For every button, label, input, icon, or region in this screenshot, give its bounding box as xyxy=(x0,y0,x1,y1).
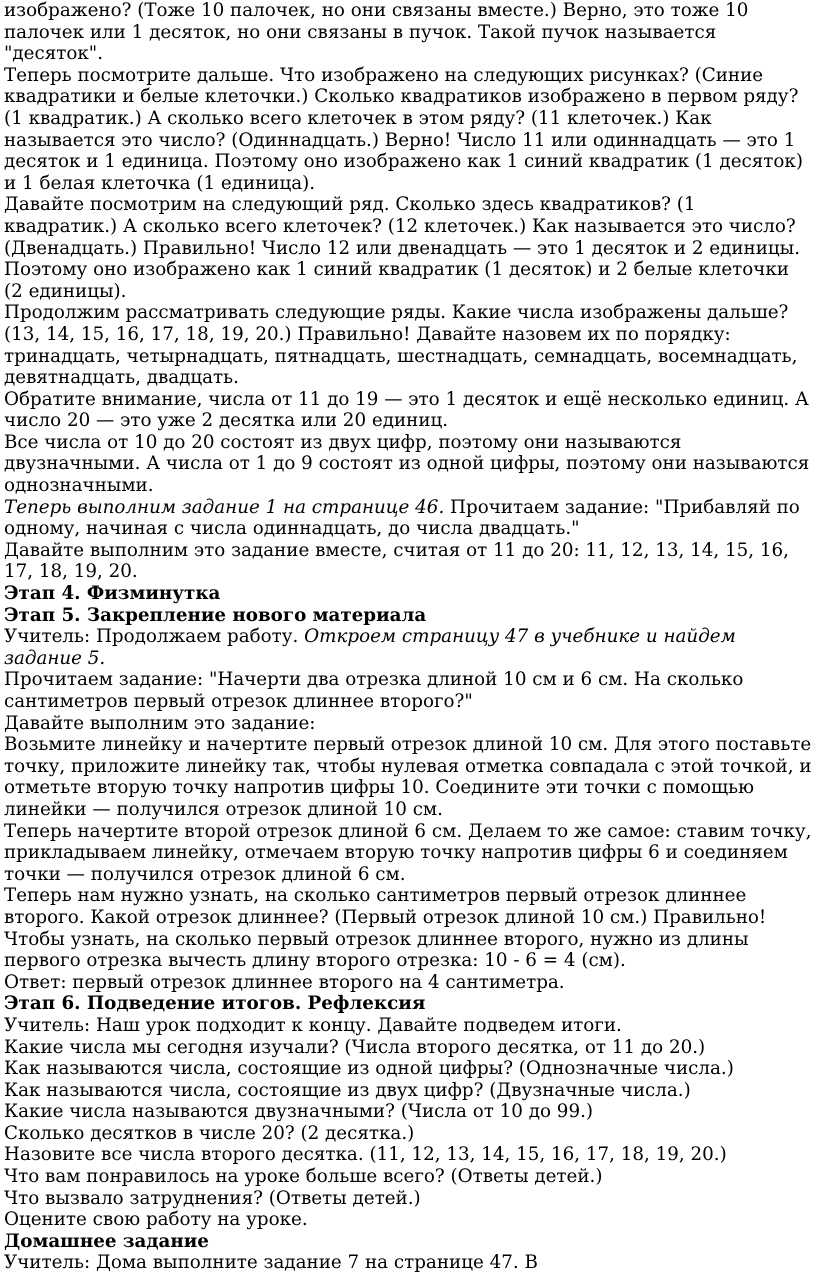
paragraph-p30 xyxy=(4,1252,812,1274)
paragraph-text: Какие числа мы сегодня изучали? (Числа второго десятка, от 11 до 20.) xyxy=(4,1036,706,1058)
paragraph-p27 xyxy=(4,1188,812,1210)
paragraph-p19 xyxy=(4,1015,812,1037)
paragraph-p3 xyxy=(4,194,812,302)
paragraph-p24 xyxy=(4,1123,812,1145)
paragraph-text: Давайте выполним это задание вместе, считая от 11 до 20: 11, 12, 13, 14, 15, 16, 17, 18, 19, 20. xyxy=(4,539,789,583)
paragraph-p20 xyxy=(4,1037,812,1059)
paragraph-text: Продолжим рассматривать следующие ряды. Какие числа изображены дальше? (13, 14, 15, 16, 17, 18, 19, 20.) Правильно! Давайте назовем их по порядку: тринадцать, четырнадцать, пятнадцать, шестнадцать, семнадцать, восемнадцать, девятнадцать, двадцать. xyxy=(4,302,798,389)
paragraph-p23 xyxy=(4,1101,812,1123)
paragraph-text: Как называются числа, состоящие из двух цифр? (Двузначные числа.) xyxy=(4,1079,691,1101)
paragraph-p14 xyxy=(4,734,812,820)
paragraph-p8 xyxy=(4,540,812,583)
paragraph-text: изображено? (Тоже 10 палочек, но они связаны вместе.) Верно, это тоже 10 палочек или 1 десяток, но они связаны в пучок. Такой пучок называется "десяток". xyxy=(4,0,749,65)
paragraph-p6 xyxy=(4,432,812,497)
paragraph-p15 xyxy=(4,821,812,886)
paragraph-text: Обратите внимание, числа от 11 до 19 — это 1 десяток и ещё несколько единиц. А число 20 — это уже 2 десятка или 20 единиц. xyxy=(4,388,809,432)
paragraph-p5 xyxy=(4,389,812,432)
italic-text: Откроем страницу 47 в учебнике и найдем задание 5. xyxy=(4,626,736,669)
paragraph-text: Учитель: Наш урок подходит к концу. Давайте подведем итоги. xyxy=(4,1014,622,1036)
paragraph-text: Сколько десятков в числе 20? (2 десятка.) xyxy=(4,1122,415,1144)
paragraph-text: Давайте посмотрим на следующий ряд. Сколько здесь квадратиков? (1 квадратик.) А сколько всего клеточек? (12 клеточек.) Как называется это число? (Двенадцать.) Правильно! Число 12 или двенадцать — это 1 десяток и 2 единицы. Поэтому оно изображено как 1 синий квадратик (1 десяток) и 2 белые клеточки (2 единицы). xyxy=(4,194,801,302)
paragraph-text: Все числа от 10 до 20 состоят из двух цифр, поэтому они называются двузначными. А числа от 1 до 9 состоят из одной цифры, поэтому они называются однозначными. xyxy=(4,431,810,497)
paragraph-p13 xyxy=(4,713,812,735)
paragraph-p1 xyxy=(4,0,812,65)
paragraph-text: Теперь посмотрите дальше. Что изображено на следующих рисунках? (Синие квадратики и белые клеточки.) Сколько квадратиков изображено в первом ряду? (1 квадратик.) А сколько всего клеточек в этом ряду? (11 клеточек.) Как называется это число? (Одиннадцать.) Верно! Число 11 или одиннадцать — это 1 десяток и 1 единица. Поэтому оно изображено как 1 синий квадратик (1 десяток) и 1 белая клеточка (1 единица). xyxy=(4,64,803,194)
paragraph-p2 xyxy=(4,65,812,195)
paragraph-p26 xyxy=(4,1166,812,1188)
paragraph-p12 xyxy=(4,669,812,712)
paragraph-text: Давайте выполним это задание: xyxy=(4,712,316,734)
paragraph-text: Что вызвало затруднения? (Ответы детей.) xyxy=(4,1187,421,1209)
paragraph-p29 xyxy=(4,1231,812,1253)
paragraph-p16 xyxy=(4,885,812,971)
paragraph-text: Что вам понравилось на уроке больше всего? (Ответы детей.) xyxy=(4,1166,603,1188)
section-heading: Этап 5. Закрепление нового материала xyxy=(4,604,427,626)
paragraph-p9 xyxy=(4,583,812,605)
paragraph-text: Теперь нам нужно узнать, на сколько сантиметров первый отрезок длиннее второго. Какой отрезок длиннее? (Первый отрезок длиной 10 см.) Правильно! Чтобы узнать, на сколько первый отрезок длиннее второго, нужно из длины первого отрезка вычесть длину второго отрезка: 10 - 6 = 4 (см). xyxy=(4,885,767,972)
paragraph-p17 xyxy=(4,972,812,994)
italic-text: Теперь выполним задание 1 на странице 46. xyxy=(4,496,445,518)
paragraph-p4 xyxy=(4,302,812,388)
paragraph-p7 xyxy=(4,497,812,540)
paragraph-text: Учитель: Дома выполните задание 7 на странице 47. В xyxy=(4,1252,538,1274)
paragraph-text: Как называются числа, состоящие из одной цифры? (Однозначные числа.) xyxy=(4,1058,734,1080)
paragraph-p25 xyxy=(4,1144,812,1166)
paragraph-text: Какие числа называются двузначными? (Числа от 10 до 99.) xyxy=(4,1101,594,1123)
paragraph-text: Прочитаем задание: "Начерти два отрезка длиной 10 см и 6 см. На сколько сантиметров первый отрезок длиннее второго?" xyxy=(4,669,744,712)
section-heading: Этап 4. Физминутка xyxy=(4,583,221,605)
paragraph-p22 xyxy=(4,1080,812,1102)
paragraph-text: Прочитаем задание: "Прибавляй по одному, начиная с числа одиннадцать, до числа двадцать." xyxy=(4,496,800,540)
section-heading: Домашнее задание xyxy=(4,1230,209,1252)
paragraph-text: Учитель: Продолжаем работу. xyxy=(4,626,305,648)
paragraph-text: Назовите все числа второго десятка. (11, 12, 13, 14, 15, 16, 17, 18, 19, 20.) xyxy=(4,1144,727,1166)
paragraph-p28 xyxy=(4,1209,812,1231)
paragraph-text: Теперь начертите второй отрезок длиной 6 см. Делаем то же самое: ставим точку, прикладываем линейку, отмечаем вторую точку напротив цифры 6 и соединяем точки — получился отрезок длиной 6 см. xyxy=(4,820,812,885)
paragraph-text: Ответ: первый отрезок длиннее второго на 4 сантиметра. xyxy=(4,971,565,993)
section-heading: Этап 6. Подведение итогов. Рефлексия xyxy=(4,993,426,1015)
paragraph-text: Возьмите линейку и начертите первый отрезок длиной 10 см. Для этого поставьте точку, приложите линейку так, чтобы нулевая отметка совпадала с этой точкой, и отметьте вторую точку напротив цифры 10. Соедините эти точки с помощью линейки — получился отрезок длиной 10 см. xyxy=(4,734,812,820)
paragraph-p18 xyxy=(4,993,812,1015)
paragraph-p21 xyxy=(4,1058,812,1080)
paragraph-text: Оцените свою работу на уроке. xyxy=(4,1209,308,1231)
paragraph-p10 xyxy=(4,605,812,627)
paragraph-p11 xyxy=(4,626,812,669)
